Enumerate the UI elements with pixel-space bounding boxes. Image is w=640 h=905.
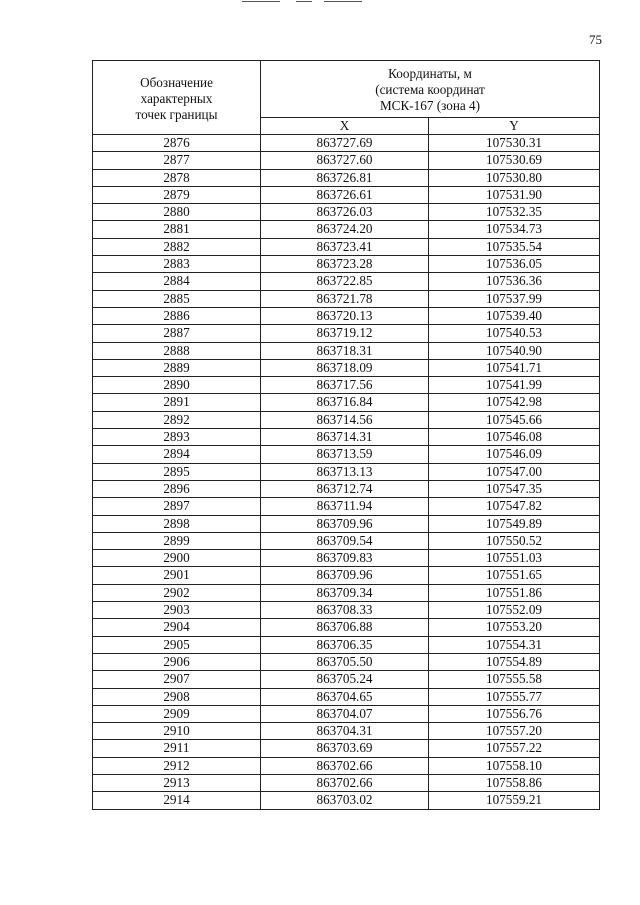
x-cell: 863709.96: [261, 515, 429, 532]
x-cell: 863709.54: [261, 532, 429, 549]
point-cell: 2876: [93, 135, 261, 152]
table-row: [93, 705, 600, 722]
point-cell: 2901: [93, 567, 261, 584]
table-row: [93, 792, 600, 809]
table-row: [93, 515, 600, 532]
y-cell: 107536.36: [429, 273, 600, 290]
y-cell: 107540.90: [429, 342, 600, 359]
y-cell: 107549.89: [429, 515, 600, 532]
table-row: [93, 325, 600, 342]
table-row: [93, 602, 600, 619]
table-row: [93, 290, 600, 307]
coord-header-line: МСК-167 (зона 4): [379, 98, 481, 113]
table-row: [93, 221, 600, 238]
y-cell: 107539.40: [429, 307, 600, 324]
y-cell: 107545.66: [429, 411, 600, 428]
table-row: [93, 135, 600, 152]
y-cell: 107556.76: [429, 705, 600, 722]
x-cell: 863714.56: [261, 411, 429, 428]
x-cell: 863709.34: [261, 584, 429, 601]
table-body: [93, 135, 600, 810]
coord-header-line: (система координат: [375, 82, 485, 97]
x-cell: 863727.69: [261, 135, 429, 152]
point-cell: 2877: [93, 152, 261, 169]
table-row: [93, 740, 600, 757]
y-cell: 107546.09: [429, 446, 600, 463]
point-cell: 2914: [93, 792, 261, 809]
page-number: 75: [589, 32, 602, 47]
table-row: [93, 152, 600, 169]
y-cell: 107546.08: [429, 429, 600, 446]
point-cell: 2887: [93, 325, 261, 342]
table-row: [93, 256, 600, 273]
point-cell: 2896: [93, 480, 261, 497]
table-row: [93, 307, 600, 324]
x-cell: 863718.31: [261, 342, 429, 359]
coordinates-header: [261, 61, 600, 118]
x-cell: 863719.12: [261, 325, 429, 342]
y-cell: 107536.05: [429, 256, 600, 273]
point-column-header: [93, 61, 261, 135]
point-cell: 2895: [93, 463, 261, 480]
point-cell: 2888: [93, 342, 261, 359]
table-row: [93, 463, 600, 480]
point-cell: 2902: [93, 584, 261, 601]
table-row: [93, 377, 600, 394]
y-cell: 107530.80: [429, 169, 600, 186]
point-cell: 2897: [93, 498, 261, 515]
x-cell: 863713.59: [261, 446, 429, 463]
point-cell: 2886: [93, 307, 261, 324]
table-row: [93, 532, 600, 549]
table-row: [93, 498, 600, 515]
x-cell: 863709.96: [261, 567, 429, 584]
x-cell: 863726.03: [261, 204, 429, 221]
point-cell: 2898: [93, 515, 261, 532]
point-cell: 2882: [93, 238, 261, 255]
table-row: [93, 567, 600, 584]
table-row: [93, 429, 600, 446]
y-cell: 107535.54: [429, 238, 600, 255]
x-cell: 863718.09: [261, 359, 429, 376]
table-row: [93, 480, 600, 497]
table-row: [93, 359, 600, 376]
table-row: [93, 273, 600, 290]
point-cell: 2911: [93, 740, 261, 757]
x-cell: 863711.94: [261, 498, 429, 515]
point-cell: 2885: [93, 290, 261, 307]
point-header-line: точек границы: [135, 106, 218, 122]
x-cell: 863708.33: [261, 602, 429, 619]
point-cell: 2883: [93, 256, 261, 273]
point-cell: 2889: [93, 359, 261, 376]
table-row: [93, 204, 600, 221]
point-cell: 2913: [93, 774, 261, 791]
point-cell: 2879: [93, 186, 261, 203]
y-cell: 107537.99: [429, 290, 600, 307]
x-cell: 863704.07: [261, 705, 429, 722]
x-cell: 863704.65: [261, 688, 429, 705]
x-cell: 863722.85: [261, 273, 429, 290]
y-cell: 107551.03: [429, 550, 600, 567]
table-row: [93, 723, 600, 740]
y-cell: 107558.86: [429, 774, 600, 791]
x-cell: 863726.81: [261, 169, 429, 186]
y-cell: 107534.73: [429, 221, 600, 238]
table-row: [93, 446, 600, 463]
x-cell: 863717.56: [261, 377, 429, 394]
table-row: [93, 636, 600, 653]
y-cell: 107551.86: [429, 584, 600, 601]
point-header-line: характерных: [140, 90, 213, 106]
y-cell: 107551.65: [429, 567, 600, 584]
scan-artifact-lines: [232, 0, 372, 3]
x-cell: 863723.41: [261, 238, 429, 255]
point-header-line: Обозначение: [140, 74, 213, 90]
y-cell: 107547.00: [429, 463, 600, 480]
y-cell: 107541.71: [429, 359, 600, 376]
x-cell: 863726.61: [261, 186, 429, 203]
y-cell: 107552.09: [429, 602, 600, 619]
point-cell: 2892: [93, 411, 261, 428]
point-cell: 2884: [93, 273, 261, 290]
y-cell: 107557.20: [429, 723, 600, 740]
y-column-header: Y: [429, 118, 600, 135]
x-cell: 863714.31: [261, 429, 429, 446]
y-cell: 107547.35: [429, 480, 600, 497]
x-cell: 863727.60: [261, 152, 429, 169]
point-cell: 2890: [93, 377, 261, 394]
x-cell: 863702.66: [261, 757, 429, 774]
y-cell: 107555.58: [429, 671, 600, 688]
point-cell: 2909: [93, 705, 261, 722]
point-cell: 2891: [93, 394, 261, 411]
x-cell: 863712.74: [261, 480, 429, 497]
x-cell: 863721.78: [261, 290, 429, 307]
point-cell: 2900: [93, 550, 261, 567]
point-cell: 2893: [93, 429, 261, 446]
table-row: [93, 619, 600, 636]
table-row: [93, 238, 600, 255]
x-cell: 863703.02: [261, 792, 429, 809]
x-cell: 863703.69: [261, 740, 429, 757]
table-row: [93, 186, 600, 203]
table-row: [93, 550, 600, 567]
point-cell: 2908: [93, 688, 261, 705]
table-row: [93, 688, 600, 705]
y-cell: 107532.35: [429, 204, 600, 221]
x-cell: 863705.50: [261, 653, 429, 670]
point-cell: 2904: [93, 619, 261, 636]
point-cell: 2912: [93, 757, 261, 774]
table-row: [93, 342, 600, 359]
y-cell: 107547.82: [429, 498, 600, 515]
y-cell: 107541.99: [429, 377, 600, 394]
table-row: [93, 653, 600, 670]
y-cell: 107559.21: [429, 792, 600, 809]
x-cell: 863702.66: [261, 774, 429, 791]
y-cell: 107557.22: [429, 740, 600, 757]
y-cell: 107558.10: [429, 757, 600, 774]
y-cell: 107553.20: [429, 619, 600, 636]
point-cell: 2894: [93, 446, 261, 463]
point-cell: 2910: [93, 723, 261, 740]
table-row: [93, 394, 600, 411]
point-cell: 2906: [93, 653, 261, 670]
x-cell: 863723.28: [261, 256, 429, 273]
x-cell: 863704.31: [261, 723, 429, 740]
x-cell: 863716.84: [261, 394, 429, 411]
table-row: [93, 774, 600, 791]
y-cell: 107542.98: [429, 394, 600, 411]
point-cell: 2880: [93, 204, 261, 221]
y-cell: 107531.90: [429, 186, 600, 203]
point-cell: 2881: [93, 221, 261, 238]
x-cell: 863724.20: [261, 221, 429, 238]
y-cell: 107530.31: [429, 135, 600, 152]
y-cell: 107555.77: [429, 688, 600, 705]
point-cell: 2878: [93, 169, 261, 186]
coord-header-line: Координаты, м: [388, 66, 472, 81]
y-cell: 107540.53: [429, 325, 600, 342]
y-cell: 107550.52: [429, 532, 600, 549]
y-cell: 107554.31: [429, 636, 600, 653]
point-cell: 2905: [93, 636, 261, 653]
table-row: [93, 169, 600, 186]
x-cell: 863706.88: [261, 619, 429, 636]
point-cell: 2907: [93, 671, 261, 688]
y-cell: 107554.89: [429, 653, 600, 670]
x-cell: 863713.13: [261, 463, 429, 480]
x-cell: 863705.24: [261, 671, 429, 688]
x-column-header: X: [261, 118, 429, 135]
x-cell: 863709.83: [261, 550, 429, 567]
point-cell: 2903: [93, 602, 261, 619]
table-row: [93, 671, 600, 688]
table-row: [93, 757, 600, 774]
table-row: [93, 584, 600, 601]
y-cell: 107530.69: [429, 152, 600, 169]
x-cell: 863720.13: [261, 307, 429, 324]
point-cell: 2899: [93, 532, 261, 549]
boundary-coordinates-table: [92, 60, 600, 810]
x-cell: 863706.35: [261, 636, 429, 653]
table-row: [93, 411, 600, 428]
